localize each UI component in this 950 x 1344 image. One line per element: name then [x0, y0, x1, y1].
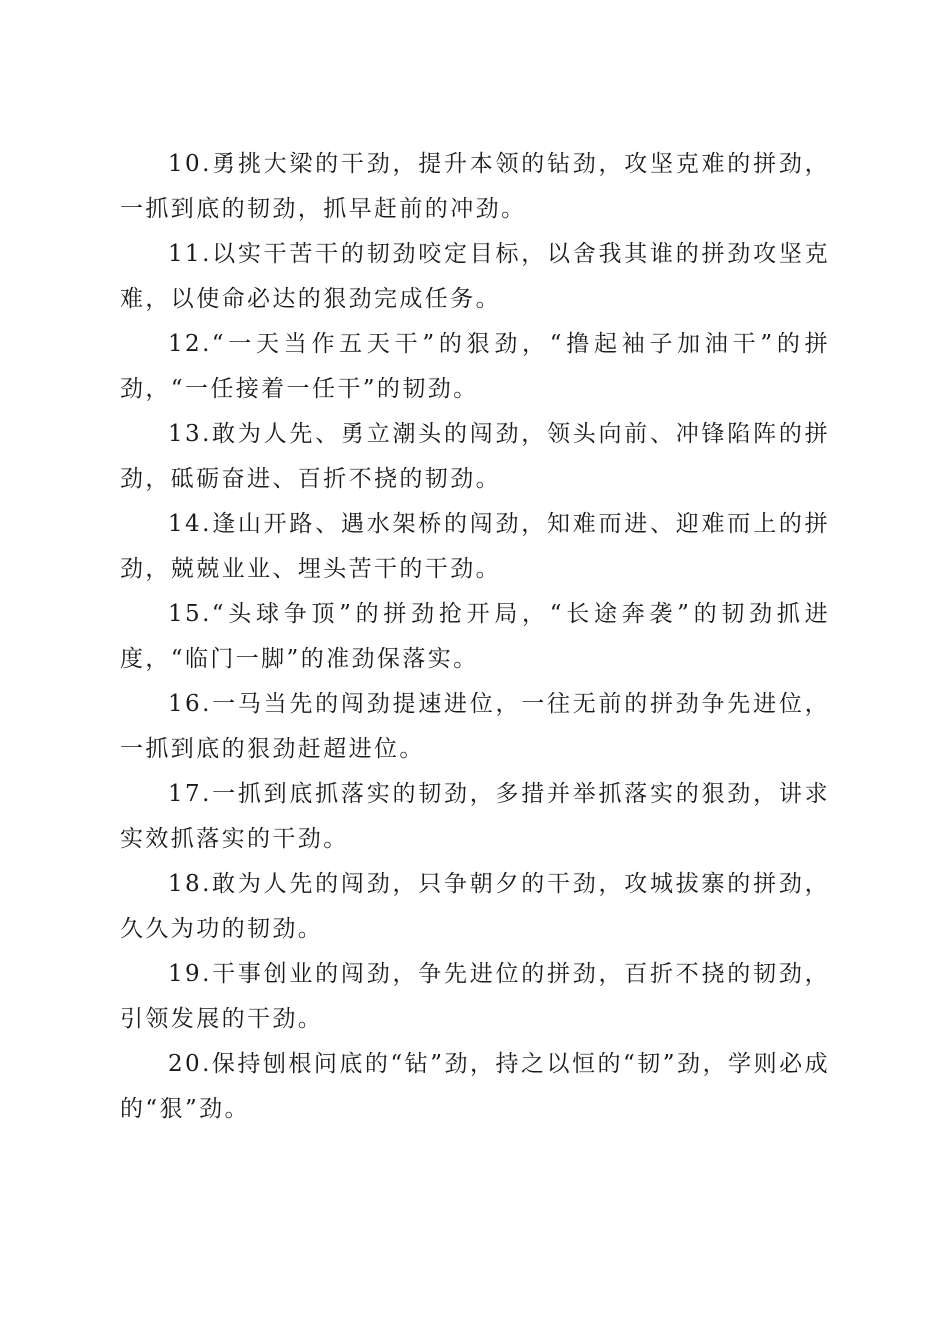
list-item: 19.干事创业的闯劲，争先进位的拼劲，百折不挠的韧劲，引领发展的干劲。 [120, 961, 830, 1032]
list-item: 20.保持刨根问底的“钻”劲，持之以恒的“韧”劲，学则必成的“狠”劲。 [120, 1051, 830, 1122]
list-item: 17.一抓到底抓落实的韧劲，多措并举抓落实的狠劲，讲求实效抓落实的干劲。 [120, 781, 830, 852]
list-item: 18.敢为人先的闯劲，只争朝夕的干劲，攻城拔寨的拼劲，久久为功的韧劲。 [120, 871, 830, 942]
document-body [120, 142, 830, 1132]
list-item: 10.勇挑大梁的干劲，提升本领的钻劲，攻坚克难的拼劲，一抓到底的韧劲，抓早赶前的冲劲。 [120, 151, 830, 222]
list-item: 15.“头球争顶”的拼劲抢开局，“长途奔袭”的韧劲抓进度，“临门一脚”的准劲保落实。 [120, 601, 830, 672]
list-item: 11.以实干苦干的韧劲咬定目标，以舍我其谁的拼劲攻坚克难，以使命必达的狠劲完成任务。 [120, 241, 830, 312]
list-item: 16.一马当先的闯劲提速进位，一往无前的拼劲争先进位，一抓到底的狠劲赶超进位。 [120, 691, 830, 762]
list-item: 12.“一天当作五天干”的狠劲，“撸起袖子加油干”的拼劲，“一任接着一任干”的韧劲。 [120, 331, 830, 402]
list-item: 13.敢为人先、勇立潮头的闯劲，领头向前、冲锋陷阵的拼劲，砥砺奋进、百折不挠的韧劲。 [120, 421, 830, 492]
list-item: 14.逢山开路、遇水架桥的闯劲，知难而进、迎难而上的拼劲，兢兢业业、埋头苦干的干劲。 [120, 511, 830, 582]
